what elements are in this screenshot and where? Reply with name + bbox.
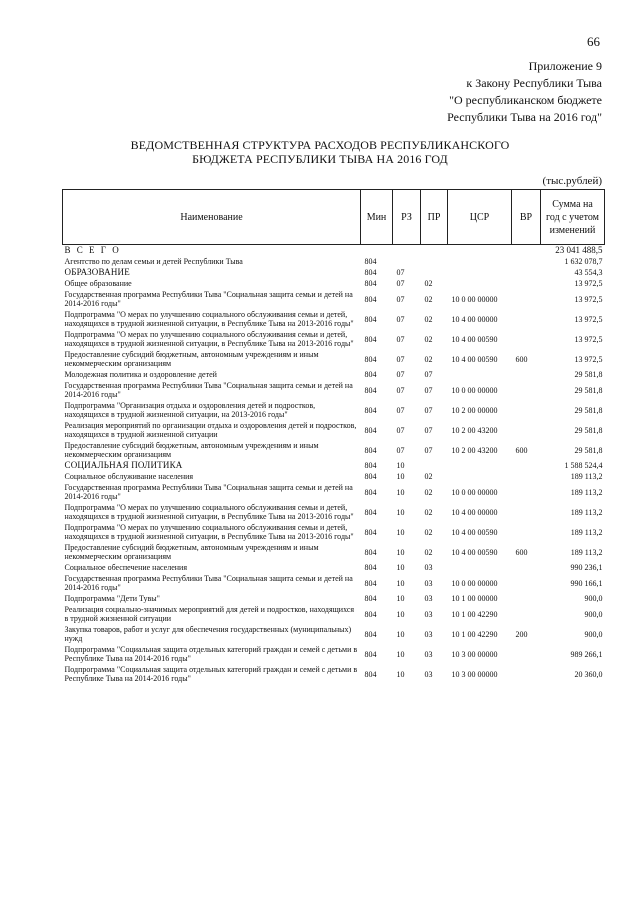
cell-sum: 13 972,5 (574, 354, 603, 364)
cell-rz: 07 (396, 425, 405, 435)
header-sum-line: Сумма на (552, 198, 593, 210)
cell-min: 804 (364, 461, 377, 470)
budget-table (62, 189, 605, 684)
cell-rz: 10 (396, 649, 405, 659)
header-rz: РЗ (393, 190, 421, 245)
cell-rz: 10 (396, 507, 405, 517)
cell-vr (512, 380, 541, 400)
cell-name: Закупка товаров, работ и услуг для обеспечения государственных (муниципальных) нужд (64, 625, 352, 643)
cell-rz: 07 (396, 268, 405, 277)
cell-csr: 10 0 00 00000 (451, 487, 498, 497)
cell-pr (421, 256, 448, 267)
cell-min: 804 (364, 649, 377, 659)
cell-sum: 1 588 524,4 (564, 461, 603, 470)
cell-csr (448, 562, 512, 573)
appendix-line: Республики Тыва на 2016 год" (447, 110, 602, 124)
cell-min: 804 (364, 334, 377, 344)
total-row (63, 245, 605, 257)
cell-min: 804 (364, 527, 377, 537)
cell-vr (512, 644, 541, 664)
cell-min: 804 (364, 669, 377, 679)
cell-vr (512, 329, 541, 349)
cell-csr: 10 2 00 43200 (451, 425, 498, 435)
cell-csr (448, 256, 512, 267)
table-row (63, 349, 605, 369)
cell-name: Подпрограмма "О мерах по улучшению социального обслуживания семьи и детей, находящихся в трудной жизненной ситуации, в Республике Тыва на 2013-2016 годы" (64, 523, 354, 541)
cell-pr: 02 (424, 507, 433, 517)
cell-vr (512, 369, 541, 380)
cell-vr (512, 278, 541, 289)
cell-csr: 10 1 00 00000 (451, 594, 498, 603)
cell-min: 804 (364, 354, 377, 364)
table-row (63, 482, 605, 502)
cell-sum: 29 581,8 (574, 405, 603, 415)
cell-pr: 07 (424, 405, 433, 415)
header-name: Наименование (63, 190, 361, 245)
cell-rz: 07 (396, 445, 405, 455)
cell-name: Предоставление субсидий бюджетным, автономным учреждениям и иным некоммерческим организациям (64, 350, 319, 368)
cell-sum: 29 581,8 (574, 370, 603, 379)
cell-csr (448, 245, 512, 257)
cell-csr: 10 1 00 42290 (451, 629, 498, 639)
header-csr: ЦСР (448, 190, 512, 245)
cell-min: 804 (364, 563, 377, 572)
table-row (63, 624, 605, 644)
cell-sum: 13 972,5 (574, 314, 603, 324)
cell-min: 804 (364, 370, 377, 379)
cell-rz: 07 (396, 334, 405, 344)
header-min: Мин (361, 190, 393, 245)
table-row (63, 289, 605, 309)
cell-sum: 13 972,5 (574, 279, 603, 288)
table-row (63, 380, 605, 400)
cell-vr: 600 (515, 445, 528, 455)
cell-sum: 1 632 078,7 (564, 257, 603, 266)
cell-vr (512, 245, 541, 257)
table-row (63, 593, 605, 604)
cell-csr: 10 0 00 00000 (451, 578, 498, 588)
cell-rz: 07 (396, 279, 405, 288)
cell-name: Государственная программа Республики Тыва "Социальная защита семьи и детей на 2014-2016 годы" (64, 483, 353, 501)
table-row (63, 542, 605, 562)
cell-rz: 07 (396, 354, 405, 364)
cell-name: Подпрограмма "Организация отдыха и оздоровления детей и подростков, находящихся в трудной жизненной ситуации, на 2013-2016 годы" (64, 401, 316, 419)
cell-vr (512, 400, 541, 420)
cell-csr: 10 0 00 00000 (451, 294, 498, 304)
table-row (63, 664, 605, 684)
cell-csr (448, 369, 512, 380)
cell-pr: 07 (424, 425, 433, 435)
table-row (63, 562, 605, 573)
header-sum-line: год с учетом (546, 211, 599, 223)
cell-pr: 07 (424, 370, 433, 379)
cell-vr (512, 256, 541, 267)
cell-pr: 07 (424, 445, 433, 455)
header-vr: ВР (512, 190, 541, 245)
cell-csr: 10 4 00 00590 (451, 547, 498, 557)
cell-name: Социальное обеспечение населения (64, 563, 187, 572)
cell-name: Предоставление субсидий бюджетным, автономным учреждениям и иным некоммерческим организациям (64, 441, 319, 459)
cell-csr: 10 4 00 00590 (451, 334, 498, 344)
cell-vr (512, 471, 541, 482)
cell-vr (512, 482, 541, 502)
cell-sum: 13 972,5 (574, 334, 603, 344)
cell-min: 804 (364, 629, 377, 639)
cell-name: СОЦИАЛЬНАЯ ПОЛИТИКА (64, 460, 183, 470)
cell-pr: 02 (424, 334, 433, 344)
appendix-line: к Закону Республики Тыва (466, 76, 602, 90)
appendix-line: "О республиканском бюджете (449, 93, 602, 107)
cell-rz: 10 (396, 547, 405, 557)
cell-rz: 10 (396, 629, 405, 639)
cell-name: Подпрограмма "Социальная защита отдельных категорий граждан и семей с детьми в Республике Тыва на 2014-2016 годы" (64, 645, 358, 663)
units-label: (тыс.рублей) (542, 175, 602, 187)
cell-sum: 900,0 (584, 629, 603, 639)
cell-pr: 03 (424, 578, 433, 588)
cell-pr (421, 267, 448, 278)
cell-rz: 10 (396, 563, 405, 572)
cell-name: Молодежная политика и оздоровление детей (64, 370, 217, 379)
cell-sum: 900,0 (584, 609, 603, 619)
cell-pr: 02 (424, 279, 433, 288)
table-row (63, 604, 605, 624)
cell-min: 804 (364, 314, 377, 324)
cell-min: 804 (364, 594, 377, 603)
cell-vr (512, 309, 541, 329)
cell-min: 804 (364, 445, 377, 455)
cell-min: 804 (364, 472, 377, 481)
table-row (63, 278, 605, 289)
cell-name: Общее образование (64, 279, 132, 288)
cell-sum: 29 581,8 (574, 445, 603, 455)
cell-csr (448, 278, 512, 289)
cell-rz: 07 (396, 294, 405, 304)
page-number: 66 (587, 34, 600, 49)
cell-pr: 03 (424, 609, 433, 619)
cell-vr: 600 (515, 354, 528, 364)
table-row (63, 471, 605, 482)
appendix-line: Приложение 9 (528, 59, 602, 73)
cell-csr: 10 3 00 00000 (451, 649, 498, 659)
cell-sum: 989 266,1 (570, 649, 603, 659)
cell-vr (512, 522, 541, 542)
cell-min: 804 (364, 294, 377, 304)
cell-csr (448, 460, 512, 471)
cell-vr (512, 502, 541, 522)
cell-pr: 02 (424, 354, 433, 364)
cell-name: Подпрограмма "Дети Тувы" (64, 594, 160, 603)
cell-min: 804 (364, 385, 377, 395)
cell-pr: 03 (424, 649, 433, 659)
cell-name: Агентство по делам семьи и детей Республики Тыва (64, 257, 243, 266)
cell-name: Реализация социально-значимых мероприятий для детей и подростков, находящихся в трудной жизненной ситуации (64, 605, 355, 623)
cell-rz: 10 (396, 527, 405, 537)
cell-min: 804 (364, 268, 377, 277)
cell-name: Подпрограмма "Социальная защита отдельных категорий граждан и семей с детьми в Республике Тыва на 2014-2016 годы" (64, 665, 358, 683)
cell-csr: 10 4 00 00000 (451, 507, 498, 517)
cell-pr: 02 (424, 314, 433, 324)
cell-rz: 07 (396, 370, 405, 379)
cell-min: 804 (364, 425, 377, 435)
table-row (63, 256, 605, 267)
cell-name: Государственная программа Республики Тыва "Социальная защита семьи и детей на 2014-2016 годы" (64, 381, 353, 399)
cell-pr (421, 245, 448, 257)
cell-sum: 189 113,2 (570, 507, 603, 517)
cell-vr (512, 604, 541, 624)
cell-pr: 02 (424, 294, 433, 304)
cell-sum: 29 581,8 (574, 425, 603, 435)
table-row (63, 369, 605, 380)
cell-sum: 13 972,5 (574, 294, 603, 304)
cell-vr: 600 (515, 547, 528, 557)
cell-csr: 10 4 00 00000 (451, 314, 498, 324)
cell-vr (512, 562, 541, 573)
cell-rz: 07 (396, 314, 405, 324)
cell-pr (421, 460, 448, 471)
cell-pr: 02 (424, 487, 433, 497)
cell-sum: 20 360,0 (574, 669, 603, 679)
table-header-row (63, 190, 605, 245)
header-pr: ПР (421, 190, 448, 245)
table-row (63, 420, 605, 440)
cell-sum: 900,0 (584, 594, 603, 603)
appendix-header (447, 58, 602, 126)
cell-name: Подпрограмма "О мерах по улучшению социального обслуживания семьи и детей, находящихся в трудной жизненной ситуации, в Республике Тыва на 2013-2016 годы" (64, 330, 354, 348)
table-row (63, 460, 605, 471)
cell-vr (512, 664, 541, 684)
cell-name: В С Е Г О (64, 245, 121, 255)
cell-vr (512, 420, 541, 440)
cell-sum: 43 554,3 (574, 268, 603, 277)
cell-min: 804 (364, 578, 377, 588)
cell-csr: 10 3 00 00000 (451, 669, 498, 679)
cell-rz: 10 (396, 487, 405, 497)
cell-csr: 10 2 00 00000 (451, 405, 498, 415)
cell-pr: 07 (424, 385, 433, 395)
cell-min: 804 (364, 507, 377, 517)
cell-vr: 200 (515, 629, 528, 639)
cell-sum: 189 113,2 (570, 527, 603, 537)
cell-name: Предоставление субсидий бюджетным, автономным учреждениям и иным некоммерческим организациям (64, 543, 319, 561)
table-row (63, 573, 605, 593)
cell-rz (393, 256, 421, 267)
cell-csr: 10 0 00 00000 (451, 385, 498, 395)
cell-rz: 07 (396, 385, 405, 395)
cell-name: Государственная программа Республики Тыва "Социальная защита семьи и детей на 2014-2016 годы" (64, 290, 353, 308)
cell-sum: 23 041 488,5 (555, 245, 603, 255)
cell-min (361, 245, 393, 257)
cell-rz: 10 (396, 461, 405, 470)
cell-min: 804 (364, 487, 377, 497)
title-line: ВЕДОМСТВЕННАЯ СТРУКТУРА РАСХОДОВ РЕСПУБЛИКАНСКОГО (130, 138, 510, 152)
cell-rz: 10 (396, 669, 405, 679)
cell-sum: 189 113,2 (570, 472, 603, 481)
cell-sum: 29 581,8 (574, 385, 603, 395)
cell-min: 804 (364, 257, 377, 266)
table-body (63, 245, 605, 685)
header-sum (541, 190, 605, 245)
table-row (63, 309, 605, 329)
cell-csr: 10 2 00 43200 (451, 445, 498, 455)
table-row (63, 329, 605, 349)
cell-rz: 07 (396, 405, 405, 415)
cell-pr: 03 (424, 629, 433, 639)
cell-sum: 990 236,1 (570, 563, 603, 572)
cell-vr (512, 289, 541, 309)
cell-vr (512, 460, 541, 471)
cell-min: 804 (364, 547, 377, 557)
cell-pr: 02 (424, 547, 433, 557)
cell-rz: 10 (396, 594, 405, 603)
cell-vr (512, 593, 541, 604)
cell-csr (448, 267, 512, 278)
cell-name: Подпрограмма "О мерах по улучшению социального обслуживания семьи и детей, находящихся в трудной жизненной ситуации, в Республике Тыва на 2013-2016 годы" (64, 310, 354, 328)
cell-pr: 03 (424, 563, 433, 572)
table-row (63, 440, 605, 460)
cell-rz (393, 245, 421, 257)
cell-rz: 10 (396, 609, 405, 619)
table-row (63, 267, 605, 278)
cell-csr: 10 1 00 42290 (451, 609, 498, 619)
cell-sum: 189 113,2 (570, 547, 603, 557)
cell-pr: 02 (424, 527, 433, 537)
cell-min: 804 (364, 279, 377, 288)
document-title (100, 138, 540, 166)
table-row (63, 400, 605, 420)
header-sum-line: изменений (549, 224, 596, 236)
cell-name: Реализация мероприятий по организации отдыха и оздоровления детей и подростков, находящихся в трудной жизненной ситуации (64, 421, 357, 439)
cell-sum: 189 113,2 (570, 487, 603, 497)
table-row (63, 502, 605, 522)
cell-csr (448, 471, 512, 482)
cell-sum: 990 166,1 (570, 578, 603, 588)
table-row (63, 522, 605, 542)
cell-rz: 10 (396, 578, 405, 588)
cell-pr: 03 (424, 594, 433, 603)
cell-pr: 02 (424, 472, 433, 481)
cell-name: Социальное обслуживание населения (64, 472, 194, 481)
cell-pr: 03 (424, 669, 433, 679)
cell-name: Государственная программа Республики Тыва "Социальная защита семьи и детей на 2014-2016 годы" (64, 574, 353, 592)
cell-vr (512, 573, 541, 593)
cell-csr: 10 4 00 00590 (451, 354, 498, 364)
cell-csr: 10 4 00 00590 (451, 527, 498, 537)
cell-name: ОБРАЗОВАНИЕ (64, 267, 130, 277)
table-row (63, 644, 605, 664)
cell-min: 804 (364, 405, 377, 415)
cell-rz: 10 (396, 472, 405, 481)
cell-name: Подпрограмма "О мерах по улучшению социального обслуживания семьи и детей, находящихся в трудной жизненной ситуации, в Республике Тыва на 2013-2016 годы" (64, 503, 354, 521)
cell-min: 804 (364, 609, 377, 619)
title-line: БЮДЖЕТА РЕСПУБЛИКИ ТЫВА НА 2016 ГОД (192, 152, 448, 166)
cell-vr (512, 267, 541, 278)
